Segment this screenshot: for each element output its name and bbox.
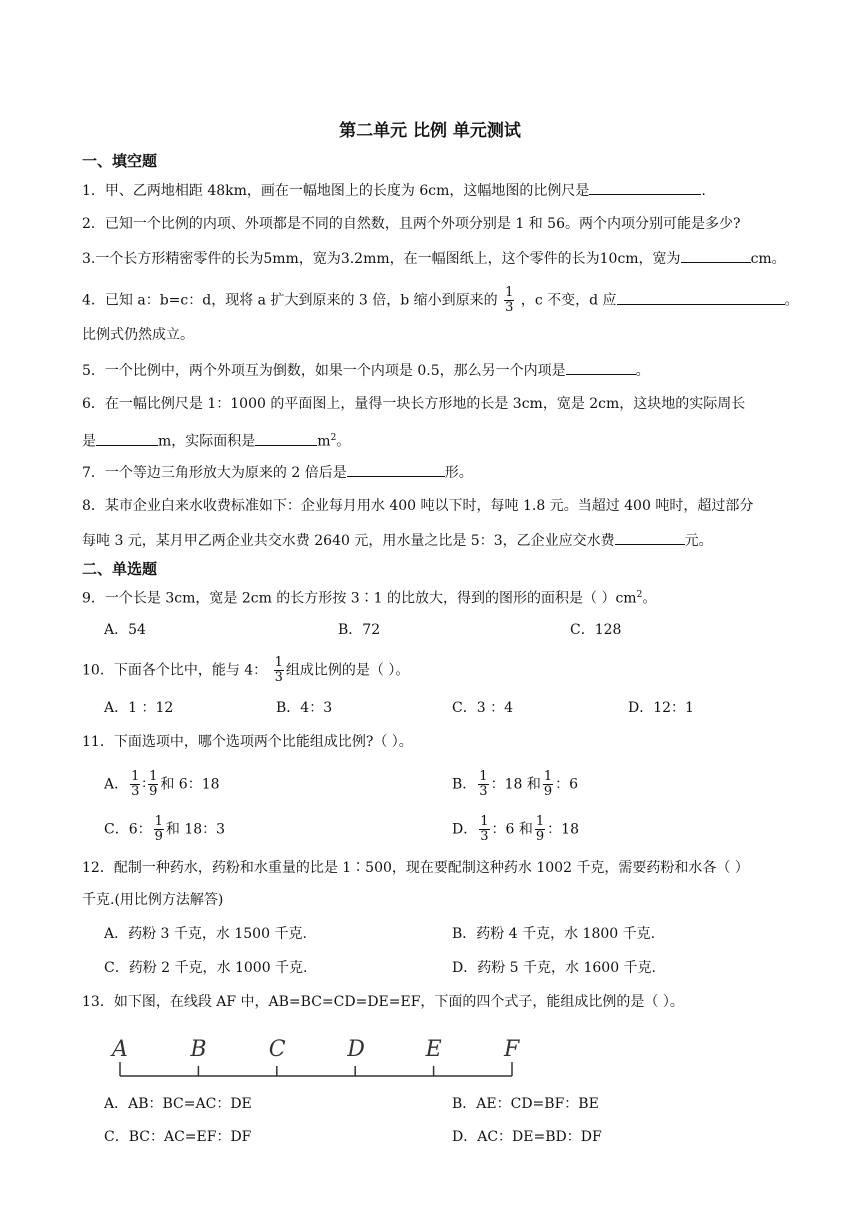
fraction: $\frac{1}{3}$: [274, 655, 283, 685]
question-4-line2: 比例式仍然成立。: [82, 327, 194, 343]
fraction: $\frac{1}{3}$: [479, 769, 488, 799]
fraction: $\frac{1}{9}$: [535, 814, 545, 844]
option-12a[interactable]: A．药粉 3 千克，水 1500 千克.: [104, 926, 307, 942]
option-11a[interactable]: A． $\frac{1}{3}$ ∶ $\frac{1}{9}$ 和 6：18: [104, 769, 220, 799]
point-label-a: A: [112, 1037, 128, 1062]
answer-blank[interactable]: [255, 431, 317, 446]
option-13c[interactable]: C．BC：AC=EF：DF: [104, 1129, 252, 1145]
option-11d[interactable]: D． $\frac{1}{3}$ ：6 和 $\frac{1}{9}$ ：18: [452, 814, 579, 844]
answer-blank[interactable]: [617, 290, 785, 305]
question-12-line2: 千克.(用比例方法解答): [82, 892, 224, 908]
fraction: $\frac{1}{3}$: [480, 814, 489, 844]
option-9a[interactable]: A．54: [104, 622, 146, 638]
answer-blank[interactable]: [347, 462, 445, 477]
answer-blank[interactable]: [681, 248, 751, 263]
point-label-c: C: [268, 1037, 286, 1062]
option-13a[interactable]: A．AB：BC=AC：DE: [104, 1096, 252, 1112]
question-2: 2．已知一个比例的内项、外项都是不同的自然数，且两个外项分别是 1 和 56。两个内项分别可能是多少?: [82, 216, 741, 232]
option-10d[interactable]: D．12：1: [628, 700, 694, 716]
segment-af-figure: [100, 1030, 530, 1086]
question-3: 3.一个长方形精密零件的长为5mm，宽为3.2mm，在一幅图纸上，这个零件的长为10cm，宽为 cm。: [82, 248, 786, 269]
question-5: 5．一个比例中，两个外项互为倒数，如果一个内项是 0.5，那么另一个内项是 。: [82, 360, 650, 381]
option-10b[interactable]: B．4：3: [276, 700, 333, 716]
option-12c[interactable]: C．药粉 2 千克，水 1000 千克.: [104, 960, 308, 976]
question-10: 10．下面各个比中，能与 4： $\frac{1}{3}$ 组成比例的是（ ）。: [82, 655, 410, 685]
fraction: $\frac{1}{3}$: [131, 769, 140, 799]
point-label-d: D: [347, 1037, 365, 1062]
option-13d[interactable]: D．AC：DE=BD：DF: [452, 1129, 602, 1145]
question-6-line2: 是 m，实际面积是 $m^2$。: [82, 428, 350, 452]
option-11c[interactable]: C．6： $\frac{1}{9}$ 和 18：3: [104, 814, 226, 844]
answer-blank[interactable]: [589, 180, 701, 195]
question-11: 11．下面选项中，哪个选项两个比能组成比例?（ ）。: [82, 734, 413, 750]
option-12d[interactable]: D．药粉 5 千克，水 1600 千克.: [452, 960, 657, 976]
question-7: 7．一个等边三角形放大为原来的 2 倍后是 形。: [82, 462, 473, 483]
option-9c[interactable]: C．128: [570, 622, 622, 638]
option-10a[interactable]: A．1 ：12: [104, 700, 174, 716]
option-9b[interactable]: B．72: [338, 622, 381, 638]
point-label-b: B: [190, 1037, 207, 1062]
answer-blank[interactable]: [615, 530, 685, 545]
section-fill-heading: 一、填空题: [82, 152, 158, 170]
question-9: 9．一个长是 3cm，宽是 2cm 的长方形按 3∶1 的比放大，得到的图形的面积是（ ）$cm^2$。: [82, 590, 657, 607]
fraction: $\frac{1}{9}$: [543, 769, 553, 799]
page-title: 第二单元 比例 单元测试: [339, 121, 521, 141]
option-12b[interactable]: B．药粉 4 千克，水 1800 千克.: [452, 926, 656, 942]
point-label-f: F: [504, 1037, 520, 1062]
fraction: $\frac{1}{3}$: [505, 285, 514, 315]
question-8: 8．某市企业白来水收费标准如下：企业每月用水 400 吨以下时，每吨 1.8 元。当超过 400 吨时，超过部分: [82, 498, 754, 514]
option-13b[interactable]: B．AE：CD=BF：BE: [452, 1096, 599, 1112]
question-12: 12．配制一种药水，药粉和水重量的比是 1∶500，现在要配制这种药水 1002 千克，需要药粉和水各（ ）: [82, 860, 749, 876]
question-13: 13．如下图，在线段 AF 中，AB=BC=CD=DE=EF，下面的四个式子，能组成比例的是（ ）。: [82, 994, 684, 1010]
fraction: $\frac{1}{9}$: [154, 814, 163, 844]
question-4: 4．已知 a：b=c：d，现将 a 扩大到原来的 3 倍，b 缩小到原来的 $\frac{1}{3}$ ，c 不变，d 应 。: [82, 285, 799, 315]
point-label-e: E: [425, 1037, 442, 1062]
question-6: 6．在一幅比例尺是 1：1000 的平面图上，量得一块长方形地的长是 3cm，宽是 2cm，这块地的实际周长: [82, 396, 746, 412]
question-8-line2: 每吨 3 元，某月甲乙两企业共交水费 2640 元，用水量之比是 5：3，乙企业应交水费 元。: [82, 530, 713, 551]
option-10c[interactable]: C．3 ：4: [452, 700, 513, 716]
answer-blank[interactable]: [566, 360, 636, 375]
answer-blank[interactable]: [96, 431, 158, 446]
option-11b[interactable]: B． $\frac{1}{3}$ ：18 和 $\frac{1}{9}$ ：6: [452, 769, 579, 799]
section-choice-heading: 二、单选题: [82, 560, 158, 578]
question-1: 1．甲、乙两地相距 48km，画在一幅地图上的长度为 6cm，这幅地图的比例尺是 .: [82, 180, 706, 201]
fraction: $\frac{1}{9}$: [149, 769, 158, 799]
